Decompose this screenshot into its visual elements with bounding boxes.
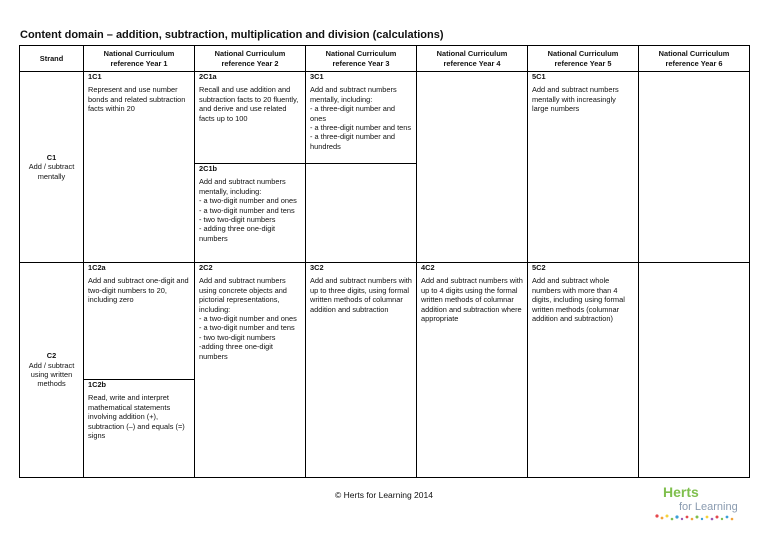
header-year-3: National Curriculum reference Year 3 — [306, 46, 417, 72]
page-title: Content domain – addition, subtraction, multiplication and division (calculations) — [20, 29, 444, 41]
table-header-row — [20, 46, 750, 72]
content-domain-table — [19, 45, 750, 478]
ref-text: Add and subtract numbers mentally with increasingly large numbers — [532, 85, 619, 114]
header-year-6: National Curriculum reference Year 6 — [639, 46, 750, 72]
cell-4c2 — [417, 263, 528, 478]
cell-year3-c1-empty — [306, 164, 417, 263]
ref-text: Add and subtract numbers with up to 4 digits using the formal written methods of columnar addition and subtraction where appropriate — [421, 276, 523, 324]
cell-year4-c1-empty — [417, 72, 528, 263]
cell-1c2a — [84, 263, 195, 380]
logo-line1: Herts — [663, 484, 699, 500]
ref-code: 5C2 — [532, 263, 546, 272]
header-year-1: National Curriculum reference Year 1 — [84, 46, 195, 72]
ref-text: Add and subtract numbers mentally, including: - a two-digit number and ones - a two-digit number and tens - two two-digit numbers - adding three one-digit numbers — [199, 177, 297, 243]
ref-code: 4C2 — [421, 263, 435, 272]
ref-code: 1C1 — [88, 72, 102, 81]
cell-2c2 — [195, 263, 306, 478]
cell-1c1 — [84, 72, 195, 263]
ref-code: 3C2 — [310, 263, 324, 272]
ref-code: 3C1 — [310, 72, 324, 81]
cell-year6-c2-empty — [639, 263, 750, 478]
cell-2c1b — [195, 164, 306, 263]
cell-3c1 — [306, 72, 417, 164]
cell-5c1 — [528, 72, 639, 263]
ref-text: Add and subtract numbers mentally, including: - a three-digit number and ones - a three-digit number and tens - a three-digit number and hundreds — [310, 85, 412, 151]
strand-name: Add / subtract mentally — [28, 162, 75, 181]
ref-text: Read, write and interpret mathematical statements involving addition (+), subtraction (–) and equals (=) signs — [88, 393, 185, 441]
strand-code: C1 — [46, 152, 57, 162]
ref-text: Add and subtract whole numbers with more than 4 digits, including using formal written methods (columnar addition and subtraction) — [532, 276, 625, 324]
cell-5c2 — [528, 263, 639, 478]
ref-code: 2C1a — [199, 72, 217, 81]
ref-text: Recall and use addition and subtraction facts to 20 fluently, and derive and use related facts up to 100 — [199, 85, 299, 123]
ref-code: 1C2a — [88, 263, 106, 272]
ref-code: 2C2 — [199, 263, 213, 272]
table-row — [20, 263, 750, 380]
ref-text: Add and subtract numbers using concrete objects and pictorial representations, including: - a two-digit number and ones - a two-digit number and tens - two two-digit numbers -adding three one-digit numbers — [199, 276, 297, 361]
ref-code: 2C1b — [199, 164, 218, 173]
strand-c1 — [20, 72, 84, 263]
cell-3c2 — [306, 263, 417, 478]
strand-c2 — [20, 263, 84, 478]
strand-name: Add / subtract using written methods — [28, 360, 75, 389]
ref-text: Add and subtract one-digit and two-digit numbers to 20, including zero — [88, 276, 189, 305]
header-year-2: National Curriculum reference Year 2 — [195, 46, 306, 72]
strand-code: C2 — [46, 351, 57, 361]
ref-code: 1C2b — [88, 380, 107, 389]
cell-1c2b — [84, 380, 195, 478]
header-strand: Strand — [20, 46, 84, 72]
logo-dots-icon — [655, 514, 733, 520]
copyright-footer: © Herts for Learning 2014 — [335, 490, 433, 500]
table-row — [20, 72, 750, 164]
herts-for-learning-logo — [653, 482, 739, 522]
header-year-4: National Curriculum reference Year 4 — [417, 46, 528, 72]
ref-code: 5C1 — [532, 72, 546, 81]
cell-2c1a — [195, 72, 306, 164]
header-year-5: National Curriculum reference Year 5 — [528, 46, 639, 72]
ref-text: Add and subtract numbers with up to three digits, using formal written methods of columnar addition and subtraction — [310, 276, 412, 314]
ref-text: Represent and use number bonds and related subtraction facts within 20 — [88, 85, 186, 114]
logo-line2: for Learning — [679, 501, 738, 513]
cell-year6-c1-empty — [639, 72, 750, 263]
